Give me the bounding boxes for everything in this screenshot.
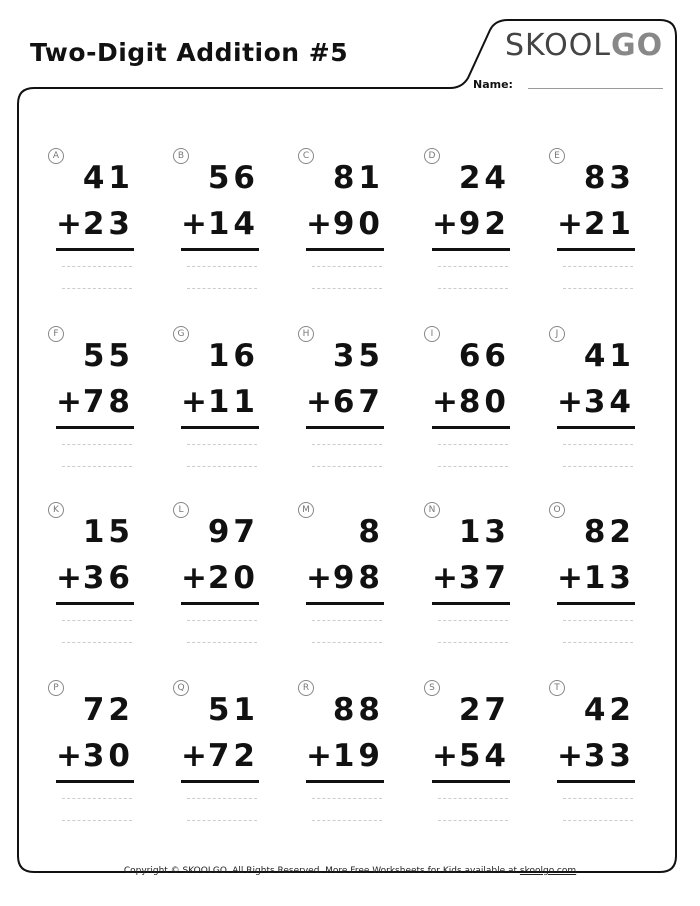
plus-sign: + — [306, 206, 332, 242]
addend-top: 24 — [458, 160, 510, 196]
problem-h — [298, 326, 418, 486]
problem-k — [48, 502, 168, 662]
plus-sign: + — [56, 206, 82, 242]
plus-sign: + — [557, 384, 583, 420]
problem-letter-badge: L — [173, 502, 189, 518]
answer-line[interactable] — [187, 444, 257, 445]
sum-bar — [181, 602, 259, 605]
addend-bottom: 92 — [458, 206, 510, 242]
plus-sign: + — [557, 738, 583, 774]
problem-g — [173, 326, 293, 486]
addend-bottom: 80 — [458, 384, 510, 420]
problem-b — [173, 148, 293, 308]
problem-i — [424, 326, 544, 486]
answer-line[interactable] — [62, 444, 132, 445]
answer-line[interactable] — [563, 820, 633, 821]
answer-line[interactable] — [187, 798, 257, 799]
addend-top: 66 — [458, 338, 510, 374]
answer-line[interactable] — [312, 820, 382, 821]
addend-bottom: 54 — [458, 738, 510, 774]
plus-sign: + — [432, 206, 458, 242]
problem-letter-badge: M — [298, 502, 314, 518]
sum-bar — [432, 602, 510, 605]
skoolgo-logo: SKOOLGO — [505, 28, 664, 63]
addend-bottom: 36 — [82, 560, 134, 596]
problem-letter-badge: I — [424, 326, 440, 342]
addend-top: 16 — [207, 338, 259, 374]
answer-line[interactable] — [438, 820, 508, 821]
answer-line[interactable] — [312, 266, 382, 267]
sum-bar — [432, 780, 510, 783]
answer-line[interactable] — [62, 620, 132, 621]
answer-line[interactable] — [563, 642, 633, 643]
problem-letter-badge: S — [424, 680, 440, 696]
answer-line[interactable] — [312, 642, 382, 643]
problem-d — [424, 148, 544, 308]
problem-letter-badge: P — [48, 680, 64, 696]
problem-letter-badge: K — [48, 502, 64, 518]
sum-bar — [557, 780, 635, 783]
addend-bottom: 67 — [332, 384, 384, 420]
answer-line[interactable] — [187, 288, 257, 289]
answer-line[interactable] — [438, 266, 508, 267]
problem-f — [48, 326, 168, 486]
sum-bar — [56, 780, 134, 783]
addend-top: 55 — [82, 338, 134, 374]
addend-bottom: 98 — [332, 560, 384, 596]
problem-letter-badge: C — [298, 148, 314, 164]
answer-line[interactable] — [312, 620, 382, 621]
problem-letter-badge: R — [298, 680, 314, 696]
problem-letter-badge: B — [173, 148, 189, 164]
addend-bottom: 23 — [82, 206, 134, 242]
sum-bar — [181, 426, 259, 429]
problem-c — [298, 148, 418, 308]
plus-sign: + — [56, 560, 82, 596]
page-title: Two-Digit Addition #5 — [30, 38, 349, 67]
addend-top: 35 — [332, 338, 384, 374]
sum-bar — [56, 248, 134, 251]
addend-top: 51 — [207, 692, 259, 728]
answer-line[interactable] — [312, 288, 382, 289]
plus-sign: + — [181, 560, 207, 596]
addend-bottom: 33 — [583, 738, 635, 774]
answer-line[interactable] — [62, 266, 132, 267]
addend-top: 82 — [583, 514, 635, 550]
addend-bottom: 34 — [583, 384, 635, 420]
answer-line[interactable] — [563, 798, 633, 799]
answer-line[interactable] — [438, 642, 508, 643]
answer-line[interactable] — [62, 288, 132, 289]
plus-sign: + — [56, 384, 82, 420]
plus-sign: + — [306, 384, 332, 420]
sum-bar — [306, 426, 384, 429]
sum-bar — [56, 602, 134, 605]
plus-sign: + — [181, 738, 207, 774]
answer-line[interactable] — [187, 642, 257, 643]
problem-a — [48, 148, 168, 308]
answer-line[interactable] — [62, 820, 132, 821]
problem-q — [173, 680, 293, 840]
problem-letter-badge: G — [173, 326, 189, 342]
problem-j — [549, 326, 669, 486]
footer-link[interactable]: skoolgo.com — [519, 866, 577, 876]
problem-letter-badge: J — [549, 326, 565, 342]
answer-line[interactable] — [312, 798, 382, 799]
plus-sign: + — [306, 560, 332, 596]
answer-line[interactable] — [187, 820, 257, 821]
answer-line[interactable] — [563, 444, 633, 445]
problem-letter-badge: F — [48, 326, 64, 342]
problem-t — [549, 680, 669, 840]
problem-p — [48, 680, 168, 840]
answer-line[interactable] — [312, 444, 382, 445]
plus-sign: + — [181, 384, 207, 420]
addend-bottom: 19 — [332, 738, 384, 774]
answer-line[interactable] — [438, 466, 508, 467]
problem-letter-badge: E — [549, 148, 565, 164]
sum-bar — [432, 426, 510, 429]
plus-sign: + — [432, 560, 458, 596]
addend-bottom: 37 — [458, 560, 510, 596]
addend-bottom: 72 — [207, 738, 259, 774]
answer-line[interactable] — [563, 466, 633, 467]
answer-line[interactable] — [563, 288, 633, 289]
addend-top: 42 — [583, 692, 635, 728]
answer-line[interactable] — [563, 266, 633, 267]
addend-top: 97 — [207, 514, 259, 550]
problem-letter-badge: H — [298, 326, 314, 342]
answer-line[interactable] — [438, 798, 508, 799]
answer-line[interactable] — [438, 620, 508, 621]
answer-line[interactable] — [187, 266, 257, 267]
answer-line[interactable] — [62, 798, 132, 799]
addend-bottom: 90 — [332, 206, 384, 242]
sum-bar — [306, 780, 384, 783]
addend-bottom: 20 — [207, 560, 259, 596]
plus-sign: + — [306, 738, 332, 774]
addend-bottom: 30 — [82, 738, 134, 774]
answer-line[interactable] — [312, 466, 382, 467]
sum-bar — [181, 780, 259, 783]
addend-bottom: 21 — [583, 206, 635, 242]
sum-bar — [181, 248, 259, 251]
problem-letter-badge: T — [549, 680, 565, 696]
addend-bottom: 14 — [207, 206, 259, 242]
sum-bar — [306, 248, 384, 251]
plus-sign: + — [432, 738, 458, 774]
addend-top: 81 — [332, 160, 384, 196]
addend-top: 83 — [583, 160, 635, 196]
addend-top: 8 — [358, 514, 384, 550]
footer-copyright: Copyright © SKOOLGO. All Rights Reserved. More Free Worksheets for Kids available at skoolgo.com — [123, 866, 577, 876]
addend-bottom: 11 — [207, 384, 259, 420]
problem-r — [298, 680, 418, 840]
plus-sign: + — [432, 384, 458, 420]
problem-s — [424, 680, 544, 840]
answer-line[interactable] — [187, 466, 257, 467]
addend-top: 41 — [82, 160, 134, 196]
plus-sign: + — [557, 206, 583, 242]
sum-bar — [557, 426, 635, 429]
problem-e — [549, 148, 669, 308]
answer-line[interactable] — [438, 444, 508, 445]
answer-line[interactable] — [563, 620, 633, 621]
answer-line[interactable] — [438, 288, 508, 289]
problem-o — [549, 502, 669, 662]
problem-letter-badge: O — [549, 502, 565, 518]
addend-top: 41 — [583, 338, 635, 374]
addend-bottom: 78 — [82, 384, 134, 420]
sum-bar — [306, 602, 384, 605]
name-label: Name: — [473, 78, 513, 91]
addend-top: 15 — [82, 514, 134, 550]
problem-l — [173, 502, 293, 662]
problem-n — [424, 502, 544, 662]
sum-bar — [56, 426, 134, 429]
addend-bottom: 13 — [583, 560, 635, 596]
addend-top: 88 — [332, 692, 384, 728]
addend-top: 13 — [458, 514, 510, 550]
problem-m — [298, 502, 418, 662]
plus-sign: + — [557, 560, 583, 596]
problem-letter-badge: Q — [173, 680, 189, 696]
answer-line[interactable] — [187, 620, 257, 621]
addend-top: 27 — [458, 692, 510, 728]
addend-top: 72 — [82, 692, 134, 728]
sum-bar — [432, 248, 510, 251]
addend-top: 56 — [207, 160, 259, 196]
sum-bar — [557, 602, 635, 605]
sum-bar — [557, 248, 635, 251]
plus-sign: + — [181, 206, 207, 242]
problem-letter-badge: A — [48, 148, 64, 164]
answer-line[interactable] — [62, 642, 132, 643]
problem-letter-badge: N — [424, 502, 440, 518]
plus-sign: + — [56, 738, 82, 774]
answer-line[interactable] — [62, 466, 132, 467]
problem-letter-badge: D — [424, 148, 440, 164]
